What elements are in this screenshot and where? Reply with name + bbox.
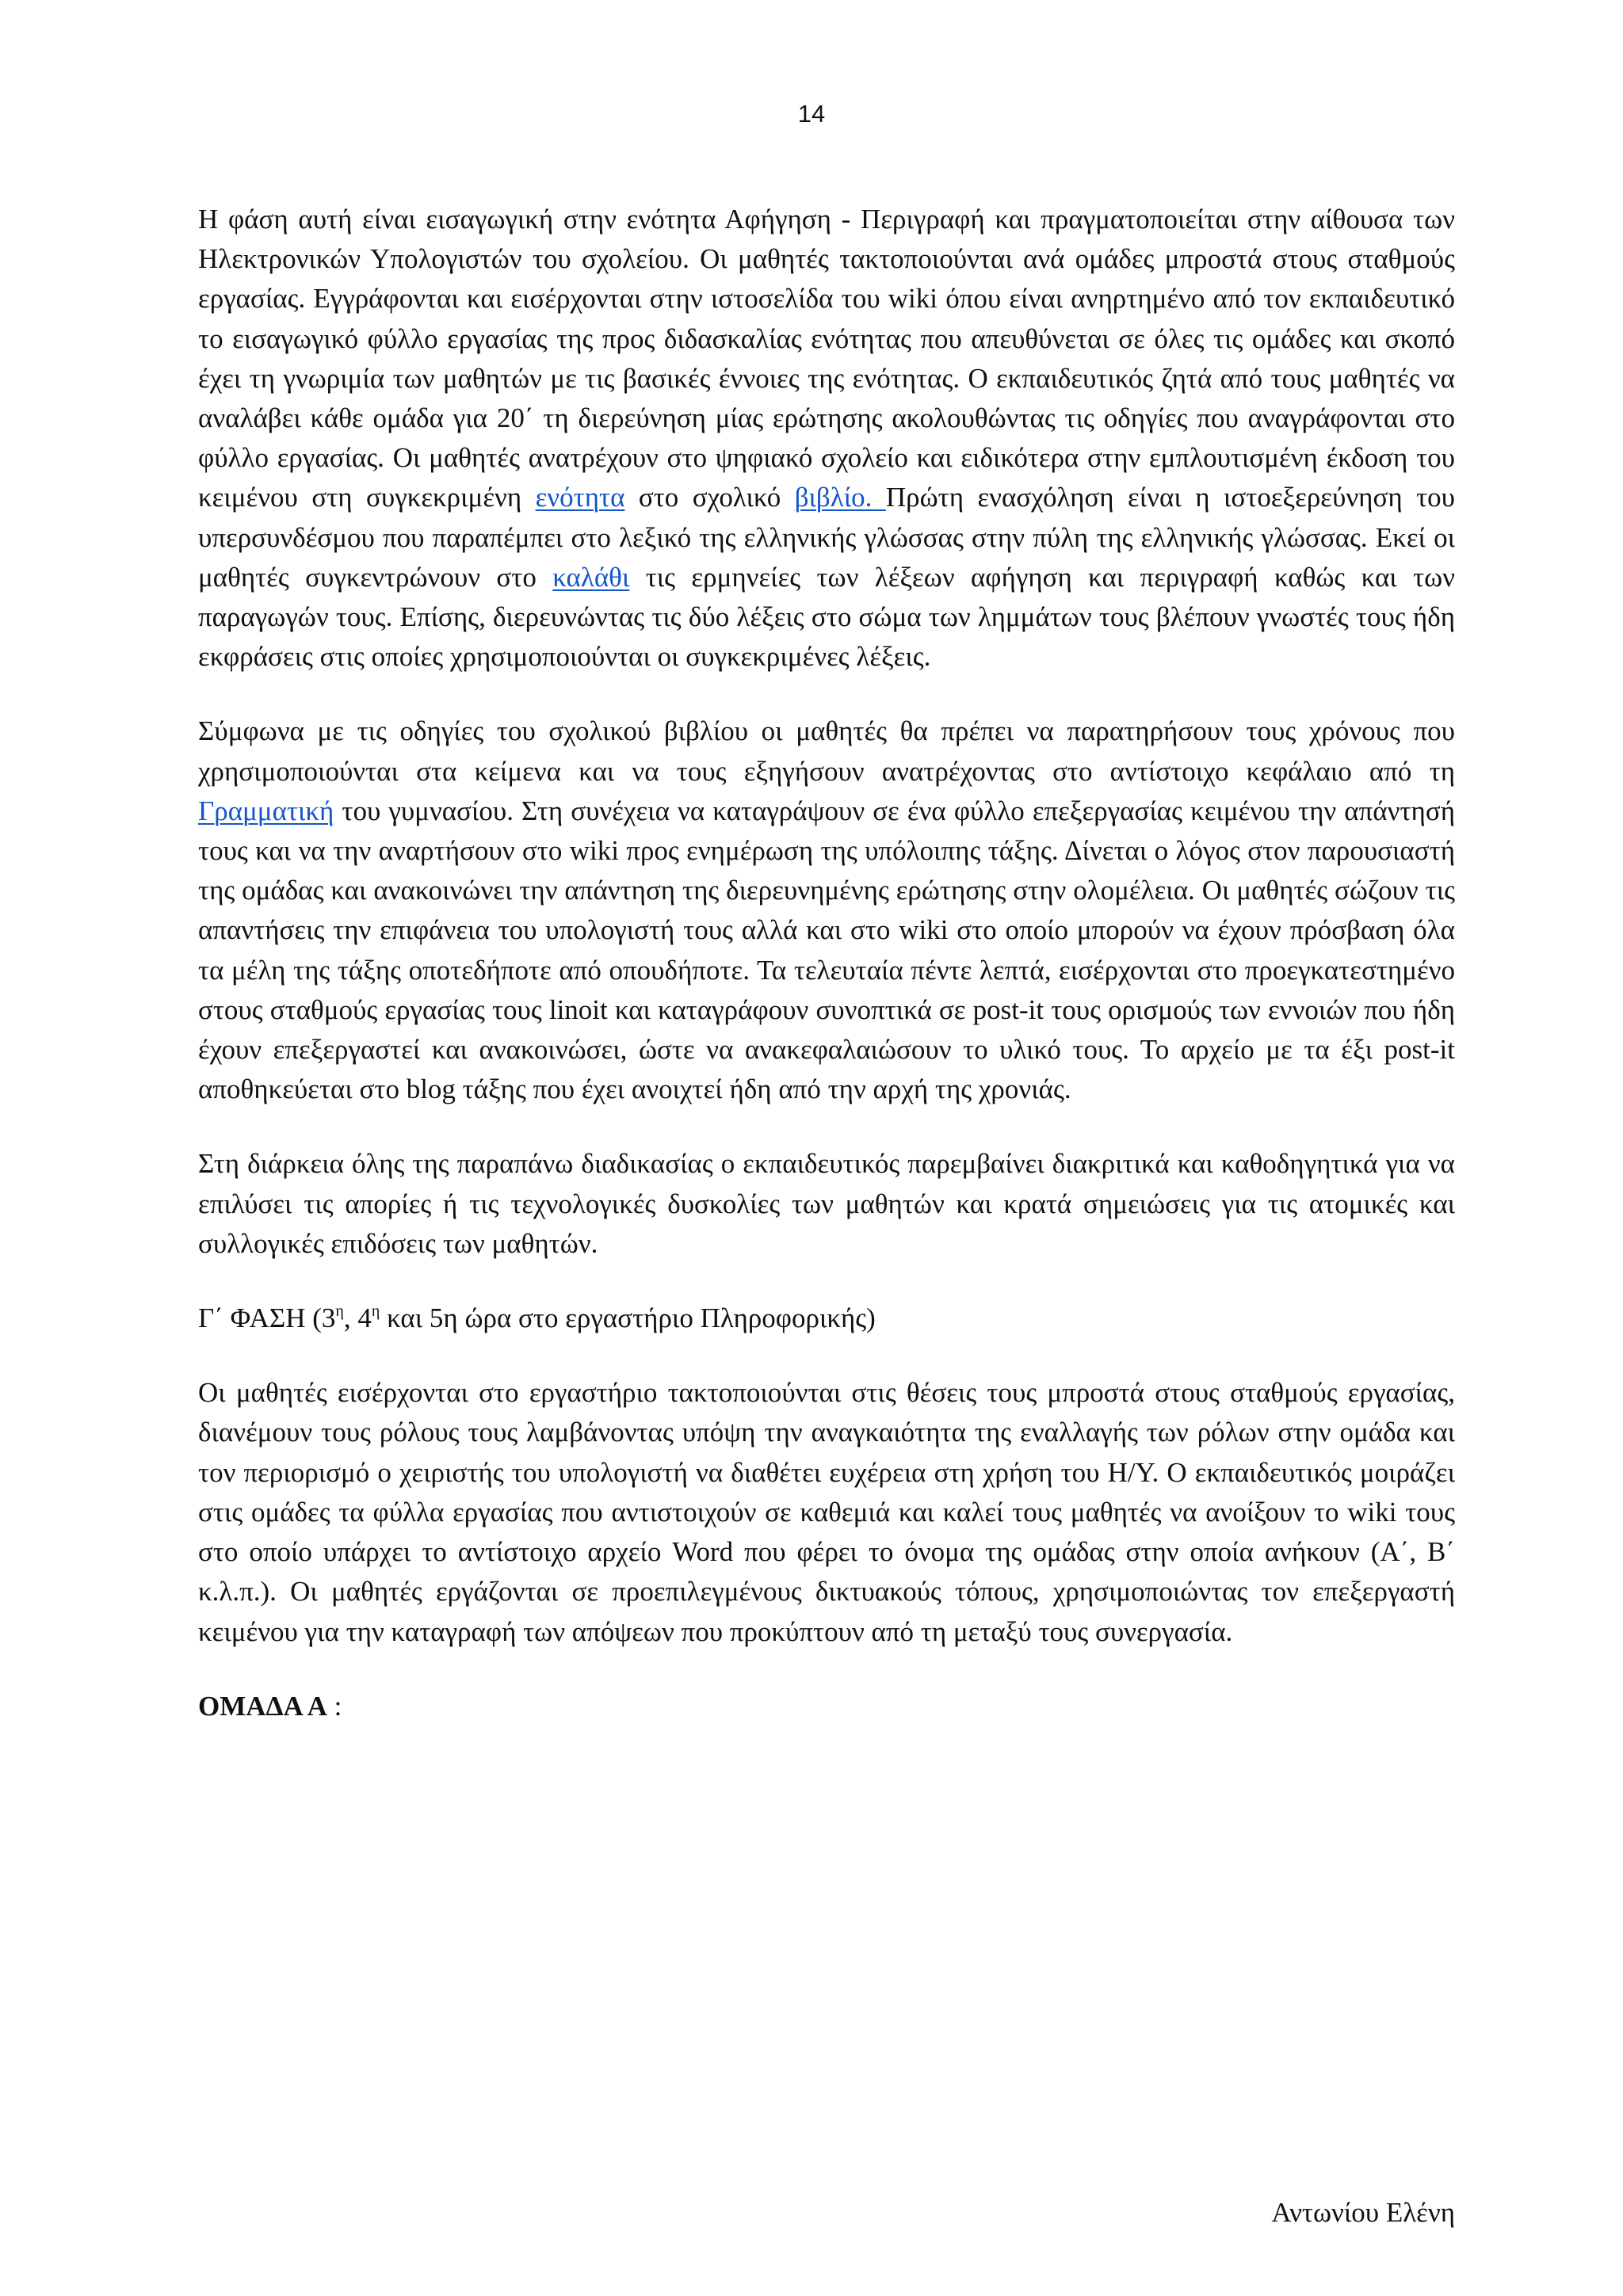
paragraph-text: τις ερμηνείες των λέξεων αφήγηση και περιγραφή καθώς και των παραγωγών τους. Επίσης, διερευνώντας τις δύο λέξεις στο σώμα των λημμάτων τους βλέπουν γνωστές τους ήδη εκφράσεις στις οποίες χρησιμοποιούνται οι συγκεκριμένες λέξεις.	[198, 561, 1456, 673]
link-enotita[interactable]: ενότητα	[535, 482, 625, 513]
link-vivlio[interactable]: βιβλίο.	[794, 482, 886, 513]
paragraph-teacher-role: Στη διάρκεια όλης της παραπάνω διαδικασίας ο εκπαιδευτικός παρεμβαίνει διακριτικά και καθοδηγητικά για να επιλύσει τις απορίες ή τις τεχνολογικές δυσκολίες των μαθητών και κρατά σημειώσεις για τις ατομικές και συλλογικές επιδόσεις των μαθητών.	[198, 1148, 1455, 1259]
phase-heading-text: και 5η ώρα στο εργαστήριο Πληροφορικής)	[380, 1302, 876, 1334]
phase-heading-text: , 4	[343, 1302, 372, 1334]
link-kalathi[interactable]: καλάθι	[552, 561, 630, 593]
paragraph-lab-work: Οι μαθητές εισέρχονται στο εργαστήριο τακτοποιούνται στις θέσεις τους μπροστά στους σταθμούς εργασίας, διανέμουν τους ρόλους τους λαμβάνοντας υπόψη την αναγκαιότητα της εναλλαγής των ρόλων στην ομάδα και τον περιορισμό ο χειριστής του υπολογιστή να διαθέτει ευχέρεια στη χρήση του Η/Υ. Ο εκπαιδευτικός μοιράζει στις ομάδες τα φύλλα εργασίας που αντιστοιχούν σε καθεμιά και καλεί τους μαθητές να ανοίξουν το wiki τους στο οποίο υπάρχει το αντίστοιχο αρχείο Word που φέρει το όνομα της ομάδας στην οποία ανήκουν (Α΄, Β΄ κ.λ.π.). Οι μαθητές εργάζονται σε προεπιλεγμένους δικτυακούς τόπους, χρησιμοποιώντας τον επεξεργαστή κειμένου για την καταγραφή των απόψεων που προκύπτουν από τη μεταξύ τους συνεργασία.	[198, 1377, 1455, 1647]
ordinal-superscript: η	[335, 1302, 344, 1321]
paragraph-text: Πρώτη ενασχόληση είναι η ιστοεξερεύνηση του υπερσυνδέσμου που παραπέμπει στο λεξικό της ελληνικής γλώσσας στην πύλη της ελληνικής γλώσσας. Εκεί οι μαθητές συγκεντρώνουν στο	[198, 482, 1455, 593]
group-title-label: ΟΜΑΔΑ Α	[198, 1690, 327, 1722]
paragraph-text: του γυμνασίου. Στη συνέχεια να καταγράψουν σε ένα φύλλο επεξεργασίας κειμένου την απάντησή τους και να την αναρτήσουν στο wiki προς ενημέρωση της υπόλοιπης τάξης. Δίνεται ο λόγος στον παρουσιαστή της ομάδας και ανακοινώνει την απάντηση της διερευνημένης ερώτησης στην ολομέλεια. Οι μαθητές σώζουν τις απαντήσεις την επιφάνεια του υπολογιστή τους αλλά και στο wiki στο οποίο μπορούν να έχουν πρόσβαση όλα τα μέλη της τάξης οποτεδήποτε από οπουδήποτε. Τα τελευταία πέντε λεπτά, εισέρχονται στο προεγκατεστημένο στους σταθμούς εργασίας τους linoit και καταγράφουν συνοπτικά σε post-it τους ορισμούς των εννοιών που ήδη έχουν επεξεργαστεί και ανακοινώσει, ώστε να ανακεφαλαιώσουν το υλικό τους. Το αρχείο με τα έξι post-it αποθηκεύεται στο blog τάξης που έχει ανοιχτεί ήδη από την αρχή της χρονιάς.	[198, 795, 1455, 1105]
link-grammatiki[interactable]: Γραμματική	[198, 795, 334, 826]
paragraph-text: στο σχολικό	[624, 482, 795, 513]
paragraph-book-instructions	[198, 711, 1455, 1109]
ordinal-superscript: η	[371, 1302, 380, 1321]
phase-heading-text: Γ΄ ΦΑΣΗ (3	[198, 1302, 336, 1334]
footer-author: Αντωνίου Ελένη	[1271, 2197, 1455, 2228]
group-title	[198, 1687, 1455, 1726]
phase-heading	[198, 1299, 1455, 1338]
paragraph-text: Σύμφωνα με τις οδηγίες του σχολικού βιβλίου οι μαθητές θα πρέπει να παρατηρήσουν τους χρόνους που χρησιμοποιούνται στα κείμενα και να τους εξηγήσουν ανατρέχοντας στο αντίστοιχο κεφάλαιο από τη	[198, 715, 1455, 787]
paragraph-text: Η φάση αυτή είναι εισαγωγική στην ενότητα Αφήγηση - Περιγραφή και πραγματοποιείται στην αίθουσα των Ηλεκτρονικών Υπολογιστών του σχολείου. Οι μαθητές τακτοποιούνται ανά ομάδες μπροστά στους σταθμούς εργασίας. Εγγράφονται και εισέρχονται στην ιστοσελίδα του wiki όπου είναι ανηρτημένο από τον εκπαιδευτικό το εισαγωγικό φύλλο εργασίας της προς διδασκαλίας ενότητας που απευθύνεται σε όλες τις ομάδες και σκοπό έχει τη γνωριμία των μαθητών με τις βασικές έννοιες της ενότητας. Ο εκπαιδευτικός ζητά από τους μαθητές να αναλάβει κάθε ομάδα για 20΄ τη διερεύνηση μίας ερώτησης ακολουθώντας τις οδηγίες που αναγράφονται στο φύλλο εργασίας. Οι μαθητές ανατρέχουν στο ψηφιακό σχολείο και ειδικότερα στην εμπλουτισμένη έκδοση του κειμένου στη συγκεκριμένη	[198, 204, 1455, 513]
page-number: 14	[797, 100, 826, 128]
group-title-colon: :	[327, 1690, 342, 1722]
document-body	[198, 200, 1455, 1726]
paragraph-intro-phase	[198, 200, 1455, 677]
